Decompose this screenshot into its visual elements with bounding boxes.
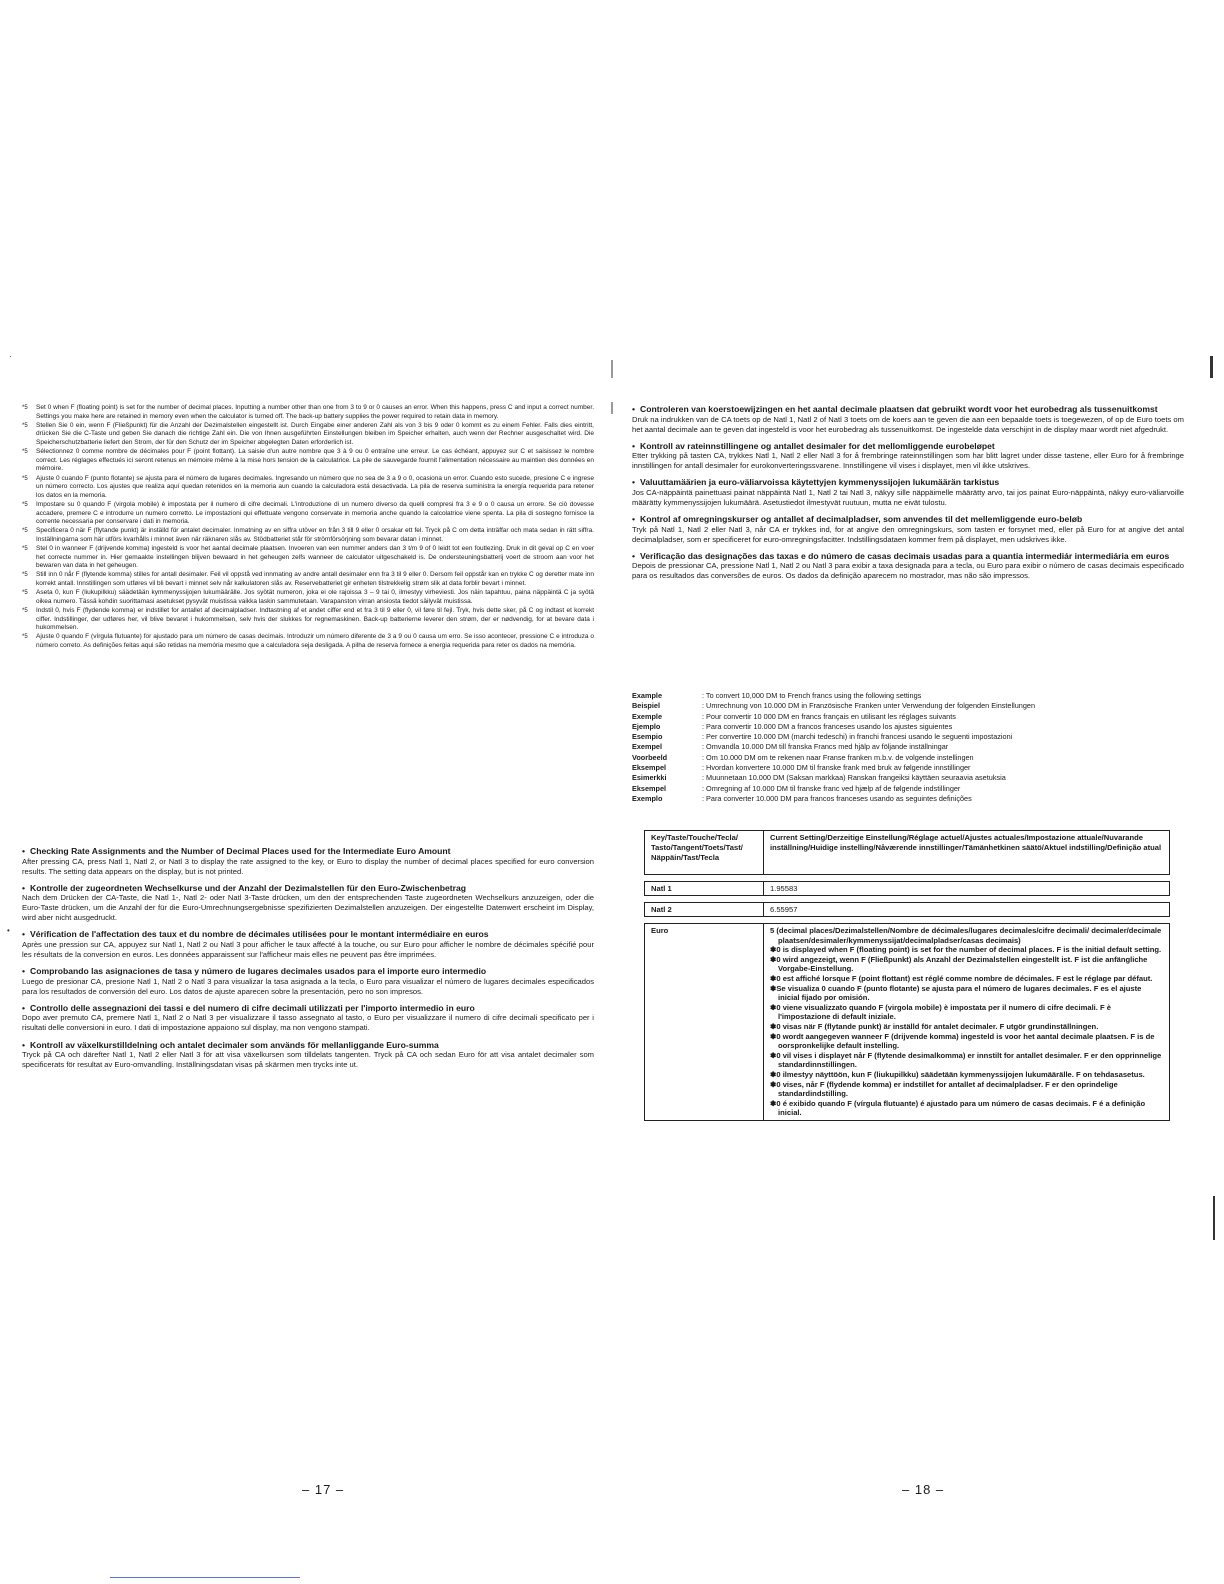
euro-setting-line: ✽0 viene visualizzato quando F (virgola mobile) è impostata per il numero di cifre decimali. F è l'impostazione di default iniziale. (770, 1002, 1111, 1022)
euro-setting-cell (764, 924, 1170, 1121)
footnote: *5 Still inn 0 når F (flytende komma) stilles for antall desimaler. Feil vil oppstå ved innmating av andre antall desimaler enn fra 3 til 9 eller 0. Dersom feil oppstår kan en trykke C og deretter mate inn korrekt antall. Innstillingen som utføres vil bli bevart i minnet selv når kalkulatoren slås av. Reservebatteriet gir enheten tilstrekkelig strøm slik at data forblir bevart i minnet. (22, 571, 594, 588)
footnote: *5 Aseta 0, kun F (liukupilkku) säädetään kymmenyssijojen lukumäärälle. Jos syötät numeron, joka ei ole rajoissa 3 – 9 tai 0, ilmestyy virheviesti. Jos näin tapahtuu, paina näppäintä C ja syötä oikea numero. Tässä kohdin suorittamasi asetukset pysyvät muistissa vaikka laskin sammutetaan. Varapanston virran ansiosta tiedot säilyvät muistissa. (22, 589, 594, 605)
section-body: After pressing CA, press Natl 1, Natl 2, or Natl 3 to display the rate assigned to the key, or Euro to display the number of decimal places specified for euro conversion results. The setting data appears on the display, but is not printed. (22, 856, 594, 876)
section-heading: • Valuuttamäärien ja euro-väliarvoissa käytettyjen kymmenyssijojen lukumäärän tarkistus (632, 477, 1184, 488)
page-number: – 17 – (302, 1482, 345, 1497)
footnote: *5 Ajuste 0 quando F (vírgula flutuante) for ajustado para um número de casas decimais. Introduzir um número diferente de 3 a 9 ou 0 causa um erro. Se isso acontecer, pressione C e introduza o número correto. As definições feitas aqui são retidas na memória mesmo que a calculadora seja desligada. A pilha de reserva fornece a energia requerida para reter os dados na memória. (22, 633, 594, 649)
example-row (632, 722, 1184, 732)
header-key: Key/Taste/Touche/Tecla/ Tasto/Tangent/Toets/Tast/ Näppäin/Tast/Tecla (645, 831, 764, 875)
section (632, 477, 1184, 508)
section-body: Druk na indrukken van de CA toets op de Natl 1, Natl 2 of Natl 3 toets om de koers aan te geven die aan een bepaalde toets is toegewezen, of op de Euro toets om het aantal decimale aan te geven dat ingesteld is voor het eurobedrag als tussenuitkomst. De ingestelde data verschijnt in de display maar wordt niet afgedrukt. (632, 414, 1184, 434)
section (632, 441, 1184, 472)
right-sections (632, 404, 1184, 587)
section (22, 1040, 594, 1071)
section-heading: • Vérification de l'affectation des taux et du nombre de décimales utilisées pour le montant intermédiaire en euros (22, 929, 594, 940)
footnote-text: Still inn 0 når F (flytende komma) stilles for antall desimaler. Feil vil oppstå ved innmating av andre antall desimaler enn fra 3 til 9 eller 0. Dersom feil oppstår kan en trykke C og deretter mate inn korrekt antall. Innstillingen som utføres vil bli bevart i minnet selv når kalkulatoren slås av. Reservebatteriet gir enheten tilstrekkelig strøm slik at data forblir bevart i minnet. (36, 571, 594, 588)
table-row-euro (645, 924, 1170, 1121)
example-label: Exemple (632, 711, 663, 721)
section-heading: • Checking Rate Assignments and the Number of Decimal Places used for the Intermediate Euro Amount (22, 846, 594, 857)
footnotes-list (22, 404, 594, 651)
footnote-text: Indstil 0, hvis F (flydende komma) er indstillet for antallet af decimalpladser. Indtastning af et andet ciffer end et fra 3 til 9 eller 0, vil føre til fejl. Tryk, hvis dette sker, på C og indtast et korrekt ciffer. Indstillinger, der udføres her, vil blive bevaret i hukommelsen, selv hvis der slukkes for regnemaskinen. Back-up batterierne leverer den strøm, der er nødvendig, for at bevare data i hukommelsen. (36, 607, 594, 632)
section-body: Après une pression sur CA, appuyez sur Natl 1, Natl 2 ou Natl 3 pour afficher le taux affecté à la touche, ou sur Euro pour afficher le nombre de décimales spécifié pour les résultats de la conversion en euros. Les données apparaissent sur l'afficheur mais elles ne peuvent pas être imprimées. (22, 939, 594, 960)
example-text: : Om 10.000 DM om te rekenen naar Franse franken m.b.v. de volgende instellingen (702, 752, 974, 762)
example-label: Exempel (632, 742, 663, 752)
euro-setting-line: ✽0 wird angezeigt, wenn F (Fließpunkt) als Anzahl der Dezimalstellen eingestellt ist. F ist die anfängliche Vorgabe-Einstellung. (770, 954, 1148, 974)
footnote: *5 Stellen Sie 0 ein, wenn F (Fließpunkt) für die Anzahl der Dezimalstellen eingestellt ist. Durch Eingabe einer anderen Zahl als von 3 bis 9 oder 0 kommt es zu einem Fehler. Falls dies eintritt, drücken Sie die C-Taste und geben Sie danach die richtige Zahl ein. Die von Ihnen ausgeführten Einstellungen bleiben im Speicher erhalten, auch wenn der Rechner ausgeschaltet wird. Die Speicherschutzbatterie liefert den Strom, der für den Schutz der im Speicher abgelegten Daten erforderlich ist. (22, 421, 594, 446)
row-key: Natl 2 (645, 903, 764, 917)
row-value: 1.95583 (764, 882, 1170, 896)
euro-setting-line: ✽Se visualiza 0 cuando F (punto flotante) se ajusta para el número de lugares decimales. F es el ajuste inicial fijado por omisión. (770, 983, 1142, 1003)
footnote-text: Impostare su 0 quando F (virgola mobile) è impostata per il numero di cifre decimali. L'introduzione di un numero diverso da quelli compresi fra 3 e 9 o 0 causa un errore. Se ciò dovesse accadere, premere C e introdurre un numero corretto. Le impostazioni qui effettuate vengono conservate in memoria anche quando la calcolatrice viene spenta. La pila di sostegno fornisce la corrente necessaria per conservare i dati in memoria. (36, 500, 594, 526)
example-row (632, 763, 1184, 773)
example-row (632, 794, 1184, 804)
example-row (632, 784, 1184, 794)
example-row (632, 742, 1184, 752)
section-heading: • Kontrolle der zugeordneten Wechselkurse und der Anzahl der Dezimalstellen für den Euro-Zwischenbetrag (22, 883, 594, 894)
table-row (645, 882, 1170, 896)
example-text: : Umrechnung von 10.000 DM in Französische Franken unter Verwendung der folgenden Einstellungen (702, 701, 1036, 711)
example-label: Example (632, 691, 663, 700)
footnote: *5 Stel 0 in wanneer F (drijvende komma) ingesteld is voor het aantal decimale plaatsen. Invoeren van een nummer anders dan 3 t/m 9 of 0 leidt tot een foutlezing. Druk in dit geval op C en voer het correcte nummer in. Hier gemaakte instellingen blijven bewaard in het geheugen zelfs wanneer de calculator uitgeschakeld is. De ondersteuningsbatterij voert de stroom aan voor het bewaren van data in het geheugen. (22, 545, 594, 570)
examples-list (632, 691, 1184, 804)
example-text: : Per convertire 10.000 DM (marchi tedeschi) in franchi francesi usando le seguenti impostazioni (702, 732, 1013, 742)
example-label: Eksempel (632, 783, 667, 793)
footnote-text: Ajuste 0 quando F (vírgula flutuante) for ajustado para um número de casas decimais. Introduzir um número diferente de 3 a 9 ou 0 causa um erro. Se isso acontecer, pressione C e introduza o número correto. As definições feitas aqui são retidas na memória mesmo que a calculadora seja desligada. A pilha de reserva fornece a energia requerida para reter os dados na memória. (36, 633, 594, 649)
page-gutter-mark (611, 402, 613, 414)
euro-setting-line: ✽0 vises, når F (flydende komma) er indstillet for antallet af decimalpladser. F er den oprindelige standardindstilling. (770, 1079, 1118, 1099)
section-body: Depois de pressionar CA, pressione Natl 1, Natl 2 ou Natl 3 para exibir a taxa designada para a tecla, ou Euro para exibir o número de casas decimais especificado para os resultados das conversões de euros. Os dados da definição aparecem no mostrador, mas não são impressos. (632, 561, 1184, 581)
section-heading: • Controleren van koerstoewijzingen en het aantal decimale plaatsen dat gebruikt wordt voor het eurobedrag als tussenuitkomst (632, 404, 1184, 415)
section-heading: • Verificação das designações das taxas e do número de casas decimais usadas para a quantia intermediár intermediária em euros (632, 551, 1184, 562)
section-body: Dopo aver premuto CA, premere Natl 1, Natl 2 o Natl 3 per visualizzare il tasso assegnato al tasto, o Euro per visualizzare il numero di cifre decimali specificato per i risultati delle conversioni in euro. I dati di impostazione appaiono sul display, ma non vengono stampati. (22, 1013, 594, 1033)
page-edge-mark (1210, 356, 1213, 378)
example-label: Exemplo (632, 793, 663, 803)
footnote-text: Sélectionnez 0 comme nombre de décimales pour F (point flottant). La saisie d'un autre nombre que 3 à 9 ou 0 entraîne une erreur. Le cas échéant, appuyez sur C et saisissez le nombre correct. Les réglages effectués ici seront retenus en mémoire même à la mise hors tension de la calculatrice. La pile de sauvegarde fournit l'alimentation nécessaire au maintien des données en mémoire. (36, 448, 594, 473)
left-sections (22, 846, 594, 1076)
section-heading: • Kontroll av växelkurstilldelning och antalet decimaler som används för mellanliggande Euro-summa (22, 1040, 594, 1051)
euro-setting-line: 5 (decimal places/Dezimalstellen/Nombre de décimales/lugares decimales/cifre decimali/ decimaler/decimale plaatsen/desimaler/kymmenyssijat/decimalpladser/casas decimais) (770, 926, 1162, 945)
section (22, 1003, 594, 1034)
euro-setting-line: ✽0 est affiché lorsque F (point flottant) est réglé comme nombre de décimales. F est le réglage par défaut. (770, 973, 1153, 983)
euro-setting-line: ✽0 wordt aangegeven wanneer F (drijvende komma) ingesteld is voor het aantal decimale plaatsen. F is de oorspronkelijke default instelling. (770, 1031, 1155, 1051)
example-row (632, 691, 1184, 701)
section-heading: • Kontroll av rateinnstillingene og antallet desimaler for det mellomliggende eurobeløpet (632, 441, 1184, 452)
section-body: Tryk på Natl 1, Natl 2 eller Natl 3, når CA er trykkes ind, for at angive den omregningskurs, som tasten er forsynet med, eller på Euro for at angive det antal decimalpladser, som er specificeret for euro-omregningsfacitter. Indstillingsdataen kommer frem på displayet, men udskrives ikke. (632, 524, 1184, 544)
section (22, 883, 594, 924)
footnote-text: Set 0 when F (floating point) is set for the number of decimal places. Inputting a number other than one from 3 to 9 or 0 causes an error. When this happens, press C and input a correct number. Settings you make here are retained in memory even when the calculator is turned off. The back-up battery supplies the power required to retain data in memory. (36, 404, 594, 420)
section (632, 551, 1184, 582)
page-edge-mark (1213, 1196, 1215, 1240)
section-heading: • Comprobando las asignaciones de tasa y número de lugares decimales usados para el importe euro intermedio (22, 966, 594, 977)
example-label: Eksempel (632, 763, 667, 773)
section-body: Nach dem Drücken der CA-Taste, die Natl 1-, Natl 2- oder Natl 3-Taste drücken, um den der entsprechenden Taste zugeordneten Wechselkurs anzuzeigen, oder die Euro-Taste drücken, um die Anzahl der für die Euro-Umrechnungsergebnisse spezifizierten Dezimalstellen anzuzeigen. Der eingestellte Datenwert erscheint im Display, wird aber nicht ausgedruckt. (22, 893, 594, 923)
example-text: : Muunnetaan 10.000 DM (Saksan markkaa) Ranskan frangeiksi käyttäen seuraavia asetuksia (702, 773, 1006, 783)
section (22, 846, 594, 877)
section-body: Jos CA-näppäintä painettuasi painat näppäintä Natl 1, Natl 2 tai Natl 3, näkyy sille näppäimelle määrätty arvo, tai jos painat Euro-näppäintä, näkyy euro-väliarvoille määrätty kymmenyssijojen lukumäärä. Asetustiedot ilmestyvät ruutuun, mutta ne eivät tulostu. (632, 487, 1184, 507)
section (22, 929, 594, 960)
footnote: *5 Ajuste 0 cuando F (punto flotante) se ajusta para el número de lugares decimales. Ingresando un número que no sea de 3 a 9 o 0, ocasiona un error. Cuando esto sucede, presione C e ingrese un número correcto. Los ajustes que realiza aquí quedan retenidos en la memoria aun cuando la calculadora está desactivada. La pila de reserva suministra la energía requerida para retener los datos en la memoria. (22, 474, 594, 499)
table-header-row (645, 831, 1170, 875)
section-body: Tryck på CA och därefter Natl 1, Natl 2 eller Natl 3 för att visa växelkursen som tilldelats tangenten. Tryck på CA och sedan Euro för att visa antalet decimaler som specificerats för resultat av Euro-omvandling. Inställningsdatan visas på skärmen men trycks inte ut. (22, 1050, 594, 1070)
section-heading: • Kontrol af omregningskurser og antallet af decimalpladser, som anvendes til det mellemliggende euro-beløb (632, 514, 1184, 525)
example-text: : Pour convertir 10 000 DM en francs français en utilisant les réglages suivants (702, 711, 956, 721)
example-row (632, 712, 1184, 722)
section (632, 404, 1184, 435)
footnote-text: Ajuste 0 cuando F (punto flotante) se ajusta para el número de lugares decimales. Ingresando un número que no sea de 3 a 9 o 0, ocasiona un error. Cuando esto sucede, presione C e ingrese un número correcto. Los ajustes que realiza aquí quedan retenidos en la memoria aun cuando la calculadora está desactivada. La pila de reserva suministra la energía requerida para retener los datos en la memoria. (36, 474, 594, 499)
footnote-text: Stellen Sie 0 ein, wenn F (Fließpunkt) für die Anzahl der Dezimalstellen eingestellt ist. Durch Eingabe einer anderen Zahl als von 3 bis 9 oder 0 kommt es zu einem Fehler. Falls dies eintritt, drücken Sie die C-Taste und geben Sie danach die richtige Zahl ein. Die von Ihnen ausgeführten Einstellungen bleiben im Speicher erhalten, auch wenn der Rechner ausgeschaltet wird. Die Speicherschutzbatterie liefert den Strom, der für den Schutz der im Speicher abgelegten Daten erforderlich ist. (36, 421, 594, 446)
header-value: Current Setting/Derzeitige Einstellung/Réglage actuel/Ajustes actuales/Impostazione attuale/Nuvarande inställning/Huidige instelling/Nåværende innstillinger/Tämänhetkinen säätö/Aktuel indstilling/Definição atual (764, 831, 1170, 875)
euro-setting-line: ✽0 ilmestyy näyttöön, kun F (liukupilkku) säädetään kymmenyssijojen lukumäärälle. F on tehdasasetus. (770, 1069, 1145, 1079)
footnote: *5 Sélectionnez 0 comme nombre de décimales pour F (point flottant). La saisie d'un autre nombre que 3 à 9 ou 0 entraîne une erreur. Le cas échéant, appuyez sur C et saisissez le nombre correct. Les réglages effectués ici seront retenus en mémoire même à la mise hors tension de la calculatrice. La pile de sauvegarde fournit l'alimentation nécessaire au maintien des données en mémoire. (22, 448, 594, 473)
section-body: Etter trykking på tasten CA, trykkes Natl 1, Natl 2 eller Natl 3 for å frembringe rateinnstillingen som har blitt lagret under disse tastene, eller Euro for å frembringe innstillingen for antall desimaler for eurokonverteringssvarene. Innstillingene vil vises i displayet, men vil ikke utskrives. (632, 451, 1184, 471)
table-row (645, 903, 1170, 917)
example-label: Esempio (632, 732, 663, 742)
footnote: *5 Set 0 when F (floating point) is set for the number of decimal places. Inputting a number other than one from 3 to 9 or 0 causes an error. When this happens, press C and input a correct number. Settings you make here are retained in memory even when the calculator is turned off. The back-up battery supplies the power required to retain data in memory. (22, 404, 594, 420)
example-row (632, 773, 1184, 783)
footnote: *5 Specificera 0 när F (flytande punkt) är inställd för antalet decimaler. Inmatning av en siffra utöver en från 3 till 9 eller 0 orsakar ett fel. Tryck på C om detta inträffar och mata sedan in rätt siffra. Inställningarna som här utförs kvarhålls i minnet även när räknaren slås av. Stödbatteriet står för strömförsörjning som bevarar datan i minnet. (22, 527, 594, 543)
euro-setting-line: ✽0 é exibido quando F (vírgula flutuante) é ajustado para um número de casas decimais. F é a definição inicial. (770, 1098, 1146, 1118)
section (22, 966, 594, 997)
example-text: : Omregning af 10.000 DM til franske franc ved hjælp af de følgende indstillinger (702, 783, 961, 793)
footnote-text: Specificera 0 när F (flytande punkt) är inställd för antalet decimaler. Inmatning av en siffra utöver en från 3 till 9 eller 0 orsakar ett fel. Tryck på C om detta inträffar och mata sedan in rätt siffra. Inställningarna som här utförs kvarhålls i minnet även när räknaren slås av. Stödbatteriet står för strömförsörjning som bevarar datan i minnet. (36, 527, 594, 543)
euro-setting-line: ✽0 vil vises i displayet når F (flytende desimalkomma) er innstilt for antallet desimaler. F er den opprinnelige standardinnstillingen. (770, 1050, 1162, 1070)
example-row (632, 701, 1184, 711)
example-row (632, 753, 1184, 763)
page-number: – 18 – (902, 1482, 945, 1497)
example-text: : To convert 10,000 DM to French francs using the following settings (702, 691, 922, 700)
euro-setting-line: ✽0 visas när F (flytande punkt) är inställd för antalet decimaler. F utgör grundinställningen. (770, 1021, 1099, 1031)
example-text: : Para convertir 10.000 DM a francos franceses usando los ajustes siguientes (702, 721, 953, 731)
bottom-rule (110, 1577, 300, 1578)
example-label: Esimerkki (632, 773, 667, 783)
example-label: Beispiel (632, 701, 660, 711)
row-value: 6.55957 (764, 903, 1170, 917)
row-key: Natl 1 (645, 882, 764, 896)
section-heading: • Controllo delle assegnazioni dei tassi e del numero di cifre decimali utilizzati per l'importo intermedio in euro (22, 1003, 594, 1014)
example-text: : Para converter 10.000 DM para francos franceses usando as seguintes definições (702, 793, 972, 803)
scan-speck: · (9, 352, 12, 361)
row-key: Euro (645, 924, 764, 1121)
example-text: : Hvordan konvertere 10.000 DM til franske frank med bruk av følgende innstillinger (702, 763, 971, 773)
footnote-text: Aseta 0, kun F (liukupilkku) säädetään kymmenyssijojen lukumäärälle. Jos syötät numeron, joka ei ole rajoissa 3 – 9 tai 0, ilmestyy virheviesti. Jos näin tapahtuu, paina näppäintä C ja syötä oikea numero. Tässä kohdin suorittamasi asetukset pysyvät muistissa vaikka laskin sammutetaan. Varapanston virran ansiosta tiedot säilyvät muistissa. (36, 589, 594, 605)
example-row (632, 732, 1184, 742)
section (632, 514, 1184, 545)
scan-speck: • (7, 926, 10, 935)
footnote: *5 Impostare su 0 quando F (virgola mobile) è impostata per il numero di cifre decimali. L'introduzione di un numero diverso da quelli compresi fra 3 e 9 o 0 causa un errore. Se ciò dovesse accadere, premere C e introdurre un numero corretto. Le impostazioni qui effettuate vengono conservate in memoria anche quando la calcolatrice viene spenta. La pila di sostegno fornisce la corrente necessaria per conservare i dati in memoria. (22, 500, 594, 526)
example-label: Ejemplo (632, 721, 661, 731)
settings-table (644, 830, 1170, 1121)
footnote-text: Stel 0 in wanneer F (drijvende komma) ingesteld is voor het aantal decimale plaatsen. Invoeren van een nummer anders dan 3 t/m 9 of 0 leidt tot een foutlezing. Druk in dit geval op C en voer het correcte nummer in. Hier gemaakte instellingen blijven bewaard in het geheugen zelfs wanneer de calculator uitgeschakeld is. De ondersteuningsbatterij voert de stroom aan voor het bewaren van data in het geheugen. (36, 545, 594, 570)
euro-setting-line: ✽0 is displayed when F (floating point) is set for the number of decimal places. F is the initial default setting. (770, 945, 1162, 955)
example-label: Voorbeeld (632, 752, 668, 762)
page-gutter-mark (611, 360, 613, 378)
section-body: Luego de presionar CA, presione Natl 1, Natl 2 o Natl 3 para visualizar la tasa asignada a la tecla, o Euro para visualizar el número de lugares decimales especificados para los resultados de conversión del euro. Los datos de ajuste aparecen sobre la presentación, pero no son impresos. (22, 976, 594, 996)
example-text: : Omvandla 10.000 DM till franska Francs med hjälp av följande inställningar (702, 742, 949, 752)
footnote: *5 Indstil 0, hvis F (flydende komma) er indstillet for antallet af decimalpladser. Indtastning af et andet ciffer end et fra 3 til 9 eller 0, vil føre til fejl. Tryk, hvis dette sker, på C og indtast et korrekt ciffer. Indstillinger, der udføres her, vil blive bevaret i hukommelsen, selv hvis der slukkes for regnemaskinen. Back-up batterierne leverer den strøm, der er nødvendig, for at bevare data i hukommelsen. (22, 607, 594, 632)
